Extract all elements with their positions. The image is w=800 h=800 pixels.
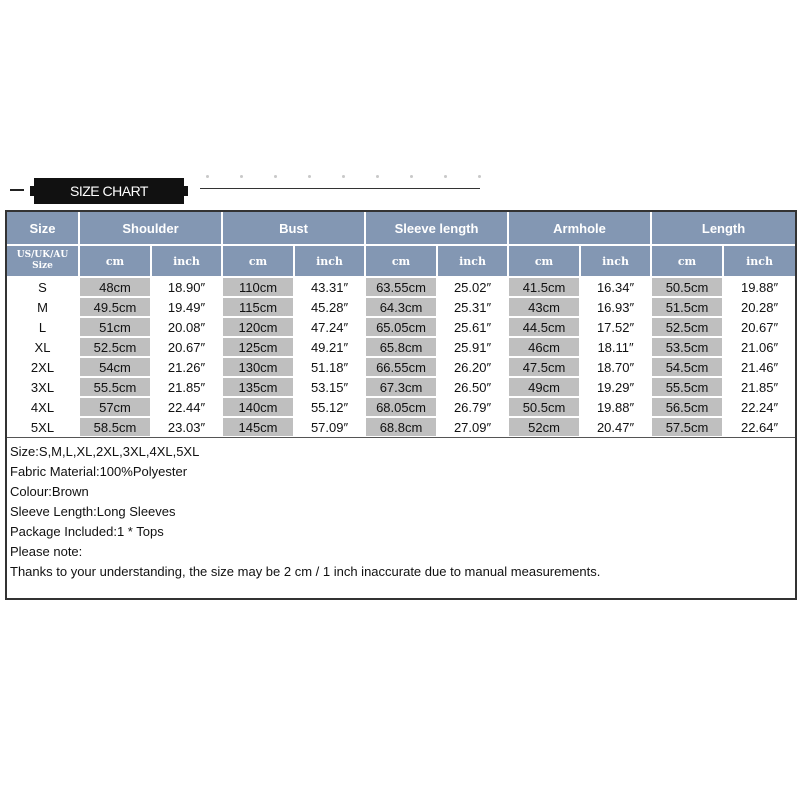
note-line: Size:S,M,L,XL,2XL,3XL,4XL,5XL	[10, 444, 200, 459]
header-dot	[274, 175, 277, 178]
header-dot	[478, 175, 481, 178]
cm-value-cell: 55.5cm	[651, 377, 723, 397]
inch-value-cell: 21.26″	[151, 357, 222, 377]
size-label: Size	[32, 261, 53, 271]
unit-cm: cm	[508, 245, 580, 277]
inch-value-cell: 20.67″	[723, 317, 795, 337]
cm-value-cell: 54cm	[79, 357, 151, 377]
cm-value-cell: 49cm	[508, 377, 580, 397]
inch-value-cell: 16.34″	[580, 277, 651, 297]
size-table	[7, 212, 795, 438]
note-line: Please note:	[10, 544, 83, 559]
size-cell: XL	[7, 337, 79, 357]
table-bottom-rule	[7, 437, 795, 438]
header-dot	[342, 175, 345, 178]
unit-inch: inch	[437, 245, 508, 277]
cm-value-cell: 57.5cm	[651, 417, 723, 437]
cm-value-cell: 47.5cm	[508, 357, 580, 377]
cm-value-cell: 66.55cm	[365, 357, 437, 377]
inch-value-cell: 51.18″	[294, 357, 365, 377]
header-rule	[200, 188, 480, 189]
table-row	[7, 357, 795, 377]
unit-inch: inch	[294, 245, 365, 277]
inch-value-cell: 20.08″	[151, 317, 222, 337]
cm-value-cell: 53.5cm	[651, 337, 723, 357]
cm-value-cell: 41.5cm	[508, 277, 580, 297]
cm-value-cell: 55.5cm	[79, 377, 151, 397]
size-cell: 4XL	[7, 397, 79, 417]
size-cell: S	[7, 277, 79, 297]
cm-value-cell: 65.8cm	[365, 337, 437, 357]
unit-cm: cm	[365, 245, 437, 277]
cm-value-cell: 67.3cm	[365, 377, 437, 397]
cm-value-cell: 64.3cm	[365, 297, 437, 317]
cm-value-cell: 44.5cm	[508, 317, 580, 337]
unit-inch: inch	[580, 245, 651, 277]
table-row	[7, 377, 795, 397]
inch-value-cell: 19.88″	[723, 277, 795, 297]
inch-value-cell: 25.91″	[437, 337, 508, 357]
cm-value-cell: 51.5cm	[651, 297, 723, 317]
inch-value-cell: 20.28″	[723, 297, 795, 317]
header-dot	[444, 175, 447, 178]
table-header-row	[7, 212, 795, 245]
inch-value-cell: 25.61″	[437, 317, 508, 337]
inch-value-cell: 22.44″	[151, 397, 222, 417]
inch-value-cell: 57.09″	[294, 417, 365, 437]
unit-inch: inch	[151, 245, 222, 277]
inch-value-cell: 18.11″	[580, 337, 651, 357]
table-row	[7, 337, 795, 357]
inch-value-cell: 18.90″	[151, 277, 222, 297]
inch-value-cell: 23.03″	[151, 417, 222, 437]
size-cell: 2XL	[7, 357, 79, 377]
inch-value-cell: 16.93″	[580, 297, 651, 317]
cm-value-cell: 68.8cm	[365, 417, 437, 437]
inch-value-cell: 26.79″	[437, 397, 508, 417]
inch-value-cell: 21.85″	[151, 377, 222, 397]
unit-cm: cm	[79, 245, 151, 277]
unit-inch: inch	[723, 245, 795, 277]
cm-value-cell: 68.05cm	[365, 397, 437, 417]
table-row	[7, 397, 795, 417]
inch-value-cell: 18.70″	[580, 357, 651, 377]
product-notes	[10, 442, 600, 582]
size-table-body	[7, 277, 795, 437]
column-header-bust: Bust	[222, 212, 365, 245]
header-dot	[206, 175, 209, 178]
cm-value-cell: 110cm	[222, 277, 294, 297]
cm-value-cell: 135cm	[222, 377, 294, 397]
cm-value-cell: 125cm	[222, 337, 294, 357]
cm-value-cell: 58.5cm	[79, 417, 151, 437]
inch-value-cell: 55.12″	[294, 397, 365, 417]
table-row	[7, 277, 795, 297]
cm-value-cell: 49.5cm	[79, 297, 151, 317]
cm-value-cell: 52cm	[508, 417, 580, 437]
inch-value-cell: 26.20″	[437, 357, 508, 377]
inch-value-cell: 22.64″	[723, 417, 795, 437]
table-row	[7, 317, 795, 337]
banner-title: SIZE CHART	[70, 183, 148, 199]
unit-header-row	[7, 245, 795, 277]
size-cell: L	[7, 317, 79, 337]
inch-value-cell: 19.49″	[151, 297, 222, 317]
note-line: Package Included:1 * Tops	[10, 524, 164, 539]
unit-cm: cm	[651, 245, 723, 277]
size-cell: 3XL	[7, 377, 79, 397]
inch-value-cell: 25.31″	[437, 297, 508, 317]
note-line: Colour:Brown	[10, 484, 89, 499]
header-dot	[240, 175, 243, 178]
table-row	[7, 297, 795, 317]
cm-value-cell: 52.5cm	[79, 337, 151, 357]
column-header-shoulder: Shoulder	[79, 212, 222, 245]
header-dot	[308, 175, 311, 178]
cm-value-cell: 145cm	[222, 417, 294, 437]
size-region-header	[7, 245, 79, 277]
inch-value-cell: 20.47″	[580, 417, 651, 437]
cm-value-cell: 54.5cm	[651, 357, 723, 377]
column-header-size: Size	[7, 212, 79, 245]
inch-value-cell: 43.31″	[294, 277, 365, 297]
size-chart-header	[0, 172, 800, 208]
inch-value-cell: 17.52″	[580, 317, 651, 337]
size-cell: M	[7, 297, 79, 317]
inch-value-cell: 47.24″	[294, 317, 365, 337]
header-dot	[376, 175, 379, 178]
cm-value-cell: 65.05cm	[365, 317, 437, 337]
inch-value-cell: 26.50″	[437, 377, 508, 397]
inch-value-cell: 19.29″	[580, 377, 651, 397]
cm-value-cell: 48cm	[79, 277, 151, 297]
inch-value-cell: 21.85″	[723, 377, 795, 397]
cm-value-cell: 52.5cm	[651, 317, 723, 337]
inch-value-cell: 53.15″	[294, 377, 365, 397]
inch-value-cell: 21.46″	[723, 357, 795, 377]
cm-value-cell: 51cm	[79, 317, 151, 337]
cm-value-cell: 130cm	[222, 357, 294, 377]
inch-value-cell: 19.88″	[580, 397, 651, 417]
cm-value-cell: 63.55cm	[365, 277, 437, 297]
inch-value-cell: 25.02″	[437, 277, 508, 297]
inch-value-cell: 22.24″	[723, 397, 795, 417]
header-lead-line	[10, 189, 24, 191]
header-dot	[410, 175, 413, 178]
cm-value-cell: 56.5cm	[651, 397, 723, 417]
unit-cm: cm	[222, 245, 294, 277]
header-dot-row	[200, 175, 480, 179]
inch-value-cell: 27.09″	[437, 417, 508, 437]
inch-value-cell: 21.06″	[723, 337, 795, 357]
inch-value-cell: 45.28″	[294, 297, 365, 317]
cm-value-cell: 43cm	[508, 297, 580, 317]
cm-value-cell: 46cm	[508, 337, 580, 357]
size-chart-banner	[30, 178, 188, 204]
size-chart-box	[5, 210, 797, 600]
table-row	[7, 417, 795, 437]
size-cell: 5XL	[7, 417, 79, 437]
column-header-armhole: Armhole	[508, 212, 651, 245]
size-region-label: US/UK/AU	[16, 250, 69, 260]
cm-value-cell: 50.5cm	[508, 397, 580, 417]
inch-value-cell: 20.67″	[151, 337, 222, 357]
note-line: Thanks to your understanding, the size may be 2 cm / 1 inch inaccurate due to manual measurements.	[10, 564, 601, 579]
column-header-length: Length	[651, 212, 795, 245]
note-line: Sleeve Length:Long Sleeves	[10, 504, 176, 519]
cm-value-cell: 50.5cm	[651, 277, 723, 297]
cm-value-cell: 140cm	[222, 397, 294, 417]
cm-value-cell: 120cm	[222, 317, 294, 337]
inch-value-cell: 49.21″	[294, 337, 365, 357]
column-header-sleeve-length: Sleeve length	[365, 212, 508, 245]
note-line: Fabric Material:100%Polyester	[10, 464, 188, 479]
cm-value-cell: 57cm	[79, 397, 151, 417]
cm-value-cell: 115cm	[222, 297, 294, 317]
